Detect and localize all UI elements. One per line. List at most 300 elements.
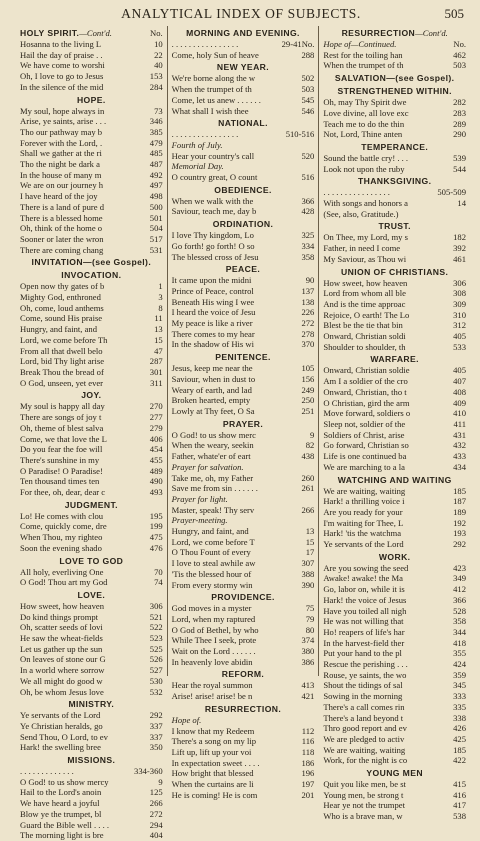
index-entry (20, 601, 163, 612)
index-entry (323, 299, 466, 310)
section-heading (172, 419, 315, 430)
index-entry (323, 518, 466, 529)
section-subheading (172, 494, 315, 505)
section-heading (20, 500, 163, 511)
entry-title: For thee, oh, dear, dear c (20, 487, 106, 498)
index-entry (172, 451, 315, 462)
entry-hymn-number: 404 (149, 830, 163, 841)
index-entry (323, 595, 466, 606)
section-heading (172, 185, 315, 196)
index-section (323, 28, 466, 71)
entry-title: Hungry, and faint, and (171, 526, 249, 537)
entry-title: Have you toiled all nigh (323, 605, 407, 616)
entry-title: I know that my Redeem (171, 725, 255, 736)
index-entry (323, 430, 466, 441)
index-entry (172, 691, 315, 702)
entry-title: Shout the tidings of sal (323, 680, 403, 691)
entry-title: Soldiers of Christ, arise (323, 429, 405, 440)
section-heading-text: PROVIDENCE. (211, 592, 275, 603)
index-section (20, 755, 163, 841)
entry-title: Arise! arise! arise! be n (171, 691, 253, 702)
entry-hymn-number: 410 (453, 408, 467, 419)
entry-hymn-number: 366 (301, 195, 315, 206)
entry-title: Work, for the night is co (323, 755, 408, 766)
entry-hymn-number: 193 (453, 528, 467, 539)
index-entry (20, 511, 163, 522)
entry-hymn-number: 413 (301, 680, 315, 691)
index-entry (323, 507, 466, 518)
index-entry (323, 198, 466, 209)
index-entry (20, 466, 163, 477)
entry-hymn-number: 485 (149, 148, 163, 159)
entry-hymn-number: 312 (453, 320, 467, 331)
entry-hymn-number: 415 (453, 779, 467, 790)
entry-hymn-number: 125 (149, 787, 163, 798)
entry-title: Onward, Christian, tho t (323, 386, 407, 397)
index-section (172, 462, 315, 494)
index-section (323, 552, 466, 766)
section-heading-text: LOVE TO GOD (59, 555, 124, 566)
index-section (172, 185, 315, 217)
entry-hymn-number: 498 (149, 191, 163, 202)
entry-hymn-number: 337 (149, 731, 163, 742)
entry-hymn-number: 345 (453, 680, 467, 691)
index-entry (172, 779, 315, 790)
entry-hymn-number: 407 (453, 376, 467, 387)
entry-hymn-number: 22 (154, 49, 163, 60)
entry-hymn-number: No. (453, 39, 467, 49)
index-entry (172, 374, 315, 385)
index-entry (172, 329, 315, 340)
entry-title: Shoulder to shoulder, th (323, 341, 406, 352)
entry-title: Quit you like men, be st (323, 779, 406, 790)
index-entry (323, 39, 466, 50)
column-no-label: No. (150, 28, 163, 38)
index-entry (323, 779, 466, 790)
entry-hymn-number: 333 (453, 691, 467, 702)
index-entry (20, 721, 163, 732)
entry-hymn-number: 412 (453, 584, 467, 595)
index-entry (323, 119, 466, 130)
entry-hymn-number: 530 (149, 675, 163, 686)
entry-title: O Christian, gird the arm (323, 397, 410, 408)
entry-title: Beneath His wing I wee (171, 296, 255, 307)
index-entry (20, 60, 163, 71)
entry-hymn-number: 335 (453, 701, 467, 712)
entry-hymn-number: 426 (453, 723, 467, 734)
entry-hymn-number: 380 (301, 646, 315, 657)
entry-hymn-number: 185 (453, 744, 467, 755)
section-subheading (172, 140, 315, 151)
entry-hymn-number: 306 (149, 600, 163, 611)
section-heading (323, 552, 466, 563)
index-section (323, 142, 466, 174)
entry-hymn-number: 301 (149, 366, 163, 377)
entry-hymn-number: 390 (301, 579, 315, 590)
index-entry (323, 408, 466, 419)
index-entry (323, 462, 466, 473)
index-entry (20, 476, 163, 487)
entry-title: In a world where sorrow (20, 665, 105, 676)
index-section (172, 219, 315, 262)
section-heading (20, 755, 163, 766)
entry-hymn-number: 350 (149, 742, 163, 753)
entry-hymn-number: 346 (149, 116, 163, 127)
entry-hymn-number: 17 (305, 547, 315, 558)
index-entry (323, 60, 466, 71)
section-heading (172, 118, 315, 129)
entry-hymn-number: 201 (301, 789, 315, 800)
index-entry (323, 440, 466, 451)
entry-title: Come, quickly come, dre (20, 521, 107, 532)
entry-hymn-number: 489 (149, 465, 163, 476)
entry-title: Father, whate'er of eart (171, 451, 251, 462)
index-section (20, 556, 163, 588)
entry-hymn-number: 279 (149, 422, 163, 433)
entry-title: Save me from sin . . . . . . (171, 483, 258, 494)
entry-title: Onward, Christian soldi (323, 331, 406, 342)
entry-title: . . . . . . . . . . . . . . . . (171, 39, 239, 49)
index-entry (20, 543, 163, 554)
section-heading-text: INVITATION—(see Gospel). (31, 257, 152, 268)
entry-title: Am I a soldier of the cro (323, 376, 408, 387)
entry-hymn-number: 197 (301, 779, 315, 790)
entry-hymn-number: 9 (158, 776, 163, 787)
index-entry (323, 627, 466, 638)
entry-hymn-number: 325 (301, 230, 315, 241)
index-entry (323, 243, 466, 254)
entry-hymn-number: 406 (149, 433, 163, 444)
index-entry (323, 563, 466, 574)
index-entry (323, 129, 466, 140)
index-entry (172, 307, 315, 318)
entry-hymn-number: 475 (149, 532, 163, 543)
entry-title: Tho our pathway may b (20, 126, 103, 137)
index-section (172, 62, 315, 116)
index-entry (172, 50, 315, 61)
entry-hymn-number: 428 (301, 206, 315, 217)
entry-title: Ye servants of the Lord (20, 710, 101, 721)
index-entry (323, 528, 466, 539)
index-entry (20, 367, 163, 378)
index-entry (323, 734, 466, 745)
entry-title: Mighty God, enthroned (20, 292, 101, 303)
index-entry (20, 202, 163, 213)
index-entry (172, 440, 315, 451)
index-entry (323, 800, 466, 811)
index-entry (172, 646, 315, 657)
entry-title: Do kind things prompt (20, 611, 99, 622)
index-entry (323, 691, 466, 702)
index-entry (20, 324, 163, 335)
entry-title: Lord, we come before Th (20, 334, 108, 345)
entry-title: Wait on the Lord . . . . . . (171, 646, 256, 657)
section-heading-text: RESURRECTION. (204, 703, 282, 714)
continued-label: —Cont'd. (415, 28, 448, 38)
entry-title: My soul, hope always in (20, 105, 105, 116)
index-entry (323, 209, 466, 220)
index-section (20, 390, 163, 497)
index-entry (172, 318, 315, 329)
entry-title: Hear ye not the trumpet (323, 800, 405, 811)
index-entry (172, 430, 315, 441)
entry-title: We all might do good w (20, 675, 103, 686)
index-entry (172, 363, 315, 374)
section-heading (172, 704, 315, 715)
section-heading (20, 95, 163, 106)
section-heading (172, 352, 315, 363)
entry-title: Hark! 'tis the watchma (323, 528, 402, 539)
entry-title: What shall I wish thee (171, 105, 249, 116)
entry-title: Do you fear the foe will (20, 444, 103, 455)
entry-title: I love Thy kingdom, Lo (171, 230, 254, 241)
index-entry (172, 635, 315, 646)
index-entry (20, 654, 163, 665)
entry-hymn-number: 185 (453, 485, 467, 496)
entry-title: We are on our journey h (20, 180, 104, 191)
entry-title: There's a land beyond t (323, 712, 404, 723)
entry-title: Hosanna to the living L (20, 39, 102, 49)
section-heading-text: STRENGTHENED WITHIN. (337, 86, 452, 97)
index-entry (323, 723, 466, 734)
index-entry (172, 395, 315, 406)
index-entry (172, 406, 315, 417)
section-heading (323, 86, 466, 97)
section-heading-text: WATCHING AND WAITING (337, 474, 452, 485)
section-heading (20, 270, 163, 281)
index-section (172, 28, 315, 60)
entry-title: Forever with the Lord, . (20, 137, 103, 148)
index-entry (172, 95, 315, 106)
entry-title: My peace is like a river (171, 318, 253, 329)
index-column-3 (318, 26, 470, 822)
index-entry (20, 138, 163, 149)
index-section (20, 270, 163, 388)
entry-hymn-number: 501 (149, 212, 163, 223)
index-entry (172, 339, 315, 350)
entry-hymn-number: 392 (453, 243, 467, 254)
index-entry (323, 164, 466, 175)
entry-title: Broken hearted, empty (171, 395, 251, 406)
entry-title: O country great, O count (171, 172, 258, 183)
entry-title: When Thou, my righteo (20, 532, 103, 543)
index-entry (20, 234, 163, 245)
entry-hymn-number: 510-516 (285, 129, 315, 140)
entry-title: There are coming chang (20, 244, 104, 255)
entry-title: Hark! a thrilling voice i (323, 496, 405, 507)
entry-hymn-number: 539 (453, 152, 467, 163)
index-entry (172, 385, 315, 396)
entry-hymn-number: 431 (453, 429, 467, 440)
entry-title: Who is a brave man, w (323, 811, 403, 822)
entry-hymn-number: 40 (154, 60, 163, 71)
index-section (172, 592, 315, 667)
entry-hymn-number: 461 (453, 253, 467, 264)
entry-title: On Thee, my Lord, my s (323, 232, 408, 243)
index-section (172, 669, 315, 701)
section-subheading (172, 462, 315, 473)
entry-hymn-number: 272 (301, 318, 315, 329)
entry-hymn-number: 13 (305, 526, 315, 537)
index-entry (172, 473, 315, 484)
entry-hymn-number: 503 (453, 60, 467, 71)
entry-title: Father, in need I come (323, 243, 401, 254)
section-heading (20, 28, 163, 39)
entry-hymn-number: 416 (453, 789, 467, 800)
index-entry (172, 547, 315, 558)
index-entry (323, 539, 466, 550)
index-entry (20, 148, 163, 159)
index-entry (172, 230, 315, 241)
entry-hymn-number: 366 (453, 594, 467, 605)
entry-title: Rejoice, O earth! The Lo (323, 309, 410, 320)
index-entry (20, 665, 163, 676)
entry-title: Saviour, when in dust to (171, 373, 256, 384)
entry-hymn-number: 521 (149, 611, 163, 622)
section-heading (172, 264, 315, 275)
entry-hymn-number: 493 (149, 487, 163, 498)
index-entry (20, 830, 163, 841)
section-heading (20, 590, 163, 601)
section-heading-text: SALVATION—(see Gospel). (334, 73, 455, 84)
entry-title: In the silence of the mid (20, 81, 104, 92)
entry-title: Thro good report and ev (323, 723, 407, 734)
entry-title: O God! to us show merc (171, 429, 256, 440)
index-section (172, 118, 315, 140)
index-entry (172, 206, 315, 217)
entry-title: Hail the day of praise . . (20, 49, 103, 60)
entry-hymn-number: 531 (149, 244, 163, 255)
entry-hymn-number: 15 (154, 334, 163, 345)
entry-hymn-number: 13 (154, 324, 163, 335)
entry-title: When the trumpet of th (323, 60, 404, 71)
entry-hymn-number: 358 (453, 616, 467, 627)
index-entry (172, 715, 315, 726)
index-entry (323, 606, 466, 617)
entry-hymn-number: 434 (453, 461, 467, 472)
index-entry (20, 787, 163, 798)
entry-title: God moves in a myster (171, 603, 252, 614)
section-heading-text: OBEDIENCE. (214, 184, 272, 195)
entry-title: In the house of many m (20, 169, 102, 180)
entry-title: Hear your country's call (171, 150, 255, 161)
entry-title: Lord, when my raptured (171, 613, 256, 624)
entry-title: Lord from whom all ble (323, 288, 406, 299)
entry-hymn-number: 411 (453, 418, 467, 429)
entry-title: When the weary, seekin (171, 440, 254, 451)
entry-title: While Thee I seek, prote (171, 635, 257, 646)
entry-hymn-number: 334 (301, 240, 315, 251)
entry-hymn-number: 409 (453, 397, 467, 408)
entry-hymn-number: 15 (305, 536, 315, 547)
index-entry (323, 50, 466, 61)
entry-title: Come, let us anew . . . . . . (171, 94, 261, 105)
index-entry (323, 670, 466, 681)
entry-title: We have heard a joyful (20, 798, 100, 809)
index-entry (20, 809, 163, 820)
entry-hymn-number: 532 (149, 686, 163, 697)
index-entry (172, 526, 315, 537)
index-entry (323, 486, 466, 497)
entry-hymn-number: 423 (453, 562, 467, 573)
entry-hymn-number: 433 (453, 451, 467, 462)
entry-hymn-number: 90 (305, 275, 315, 286)
entry-title: (See, also, Gratitude.) (323, 208, 399, 219)
index-entry (20, 401, 163, 412)
index-entry (172, 286, 315, 297)
entry-hymn-number: 289 (453, 118, 467, 129)
entry-title: Come, holy Sun of heave (171, 49, 259, 60)
section-heading (20, 699, 163, 710)
entry-title: Go forth! go forth! O so (171, 240, 255, 251)
section-heading (172, 669, 315, 680)
entry-hymn-number: 528 (453, 605, 467, 616)
entry-hymn-number: 422 (453, 755, 467, 766)
index-entry (172, 84, 315, 95)
index-entry (20, 644, 163, 655)
section-heading (323, 267, 466, 278)
index-entry (172, 758, 315, 769)
entry-title: . . . . . . . . . . . . . . . . (171, 129, 239, 140)
section-heading (323, 354, 466, 365)
index-entry (323, 108, 466, 119)
index-entry (20, 742, 163, 753)
index-section (172, 419, 315, 462)
index-section (172, 264, 315, 350)
index-entry (323, 331, 466, 342)
entry-title: How sweet, how heaven (20, 600, 105, 611)
index-entry (323, 702, 466, 713)
entry-hymn-number: 226 (301, 307, 315, 318)
section-heading-text: YOUNG MEN (366, 768, 423, 779)
section-heading (20, 556, 163, 567)
index-entry (20, 223, 163, 234)
section-heading-text: WORK. (378, 551, 411, 562)
subheading-text: Prayer for light. (171, 493, 228, 504)
index-entry (20, 378, 163, 389)
entry-title: Sooner or later the wron (20, 233, 104, 244)
entry-title: We are waiting, waiting (323, 485, 406, 496)
entry-title: O God of Bethel, by who (171, 624, 259, 635)
index-entry (20, 180, 163, 191)
entry-title: Come, we that love the L (20, 433, 107, 444)
index-entry (323, 288, 466, 299)
entry-title: Ye Christian heralds, go (20, 720, 103, 731)
entry-hymn-number (312, 715, 314, 726)
index-entry (172, 483, 315, 494)
entry-title: Rouse, ye saints, the wo (323, 669, 407, 680)
entry-hymn-number: 504 (149, 223, 163, 234)
entry-title: My Saviour, as Thou wi (323, 253, 407, 264)
index-section (323, 354, 466, 472)
entry-hymn-number: 527 (149, 665, 163, 676)
entry-hymn-number: 424 (453, 659, 467, 670)
entry-hymn-number: 490 (149, 476, 163, 487)
section-heading-text: UNION OF CHRISTIANS. (341, 266, 449, 277)
entry-hymn-number: 308 (453, 288, 467, 299)
entry-hymn-number: 192 (453, 517, 467, 528)
entry-hymn-number: 388 (301, 568, 315, 579)
index-entry (20, 412, 163, 423)
entry-title: When the trumpet of th (171, 84, 252, 95)
entry-hymn-number: 187 (453, 496, 467, 507)
entry-hymn-number: 421 (301, 691, 315, 702)
entry-title: Lift up, lift up your voi (171, 746, 252, 757)
index-entry (20, 612, 163, 623)
entry-title: The blessed cross of Jesu (171, 251, 259, 262)
index-entry (323, 320, 466, 331)
entry-hymn-number: 73 (154, 105, 163, 116)
